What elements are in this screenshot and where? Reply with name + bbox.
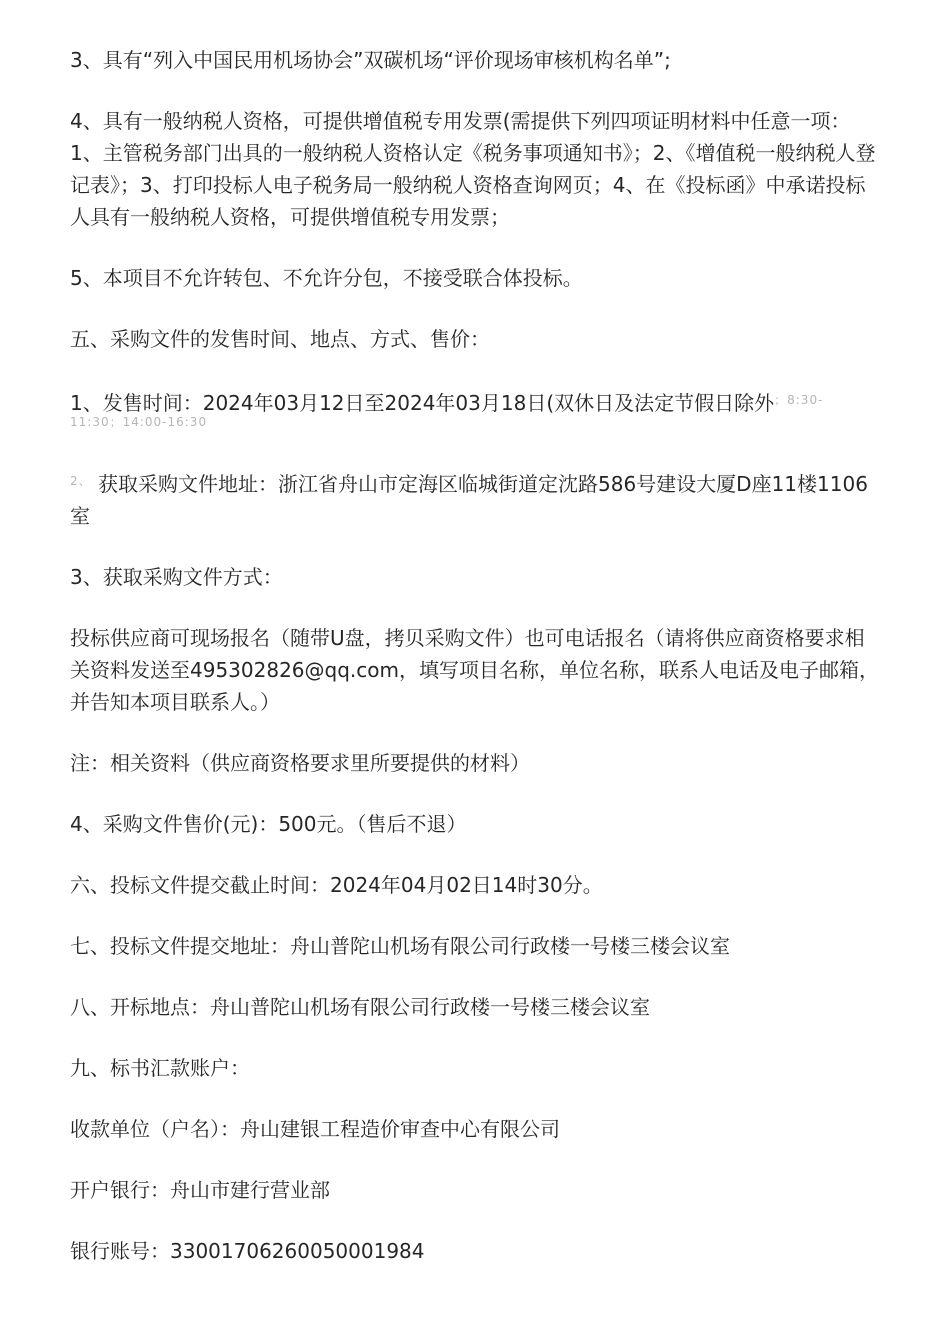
sale-method-text: 投标供应商可现场报名（随带U盘，拷贝采购文件）也可电话报名（请将供应商资格要求相关资料发送至495302826@qq.com，填写项目名称，单位名称，联系人电话及电子邮箱，并告知本项目联系人。） bbox=[70, 626, 879, 714]
section-7-submit-address: 七、投标文件提交地址：舟山普陀山机场有限公司行政楼一号楼三楼会议室 bbox=[70, 934, 730, 958]
sale-time-text: 1、发售时间：2024年03月12日至2024年03月18日(双休日及法定节假日除外 bbox=[70, 391, 775, 415]
sale-time-faded-hours: 11:30；14:00-16:30 bbox=[70, 415, 208, 429]
sale-method-heading: 3、获取采购文件方式： bbox=[70, 565, 283, 589]
sale-address-paragraph bbox=[70, 465, 882, 532]
qualification-item-5: 5、本项目不允许转包、不允许分包，不接受联合体投标。 bbox=[70, 266, 583, 290]
bank-name: 开户银行：舟山市建行营业部 bbox=[70, 1178, 330, 1202]
section-8-opening-location: 八、开标地点：舟山普陀山机场有限公司行政楼一号楼三楼会议室 bbox=[70, 995, 650, 1019]
qualification-item-4: 4、具有一般纳税人资格，可提供增值税专用发票(需提供下列四项证明材料中任意一项：1、主管税务部门出具的一般纳税人资格认定《税务事项通知书》；2、《增值税一般纳税人登记表》；3、打印投标人电子税务局一般纳税人资格查询网页；4、在《投标函》中承诺投标人具有一般纳税人资格，可提供增值税专用发票； bbox=[70, 109, 876, 229]
payee-name: 收款单位（户名）：舟山建银工程造价审查中心有限公司 bbox=[70, 1117, 560, 1141]
note-text: 注：相关资料（供应商资格要求里所要提供的材料） bbox=[70, 751, 530, 775]
sale-time-paragraph bbox=[70, 384, 882, 429]
sale-time-faded-end: ；8:30- bbox=[774, 393, 824, 407]
qualification-item-3: 3、具有“列入中国民用机场协会”双碳机场“评价现场审核机构名单”; bbox=[70, 48, 671, 72]
section-5-heading: 五、采购文件的发售时间、地点、方式、售价： bbox=[70, 327, 490, 351]
document-body bbox=[70, 44, 882, 1296]
bank-account: 银行账号：33001706260050001984 bbox=[70, 1239, 425, 1263]
sale-address-faded-number: 2、 bbox=[70, 474, 92, 488]
section-9-heading: 九、标书汇款账户： bbox=[70, 1056, 250, 1080]
section-6-deadline: 六、投标文件提交截止时间：2024年04月02日14时30分。 bbox=[70, 873, 603, 897]
sale-address-text: 获取采购文件地址：浙江省舟山市定海区临城街道定沈路586号建设大厦D座11楼1106室 bbox=[70, 472, 868, 528]
price-text: 4、采购文件售价(元)：500元。（售后不退） bbox=[70, 812, 467, 836]
